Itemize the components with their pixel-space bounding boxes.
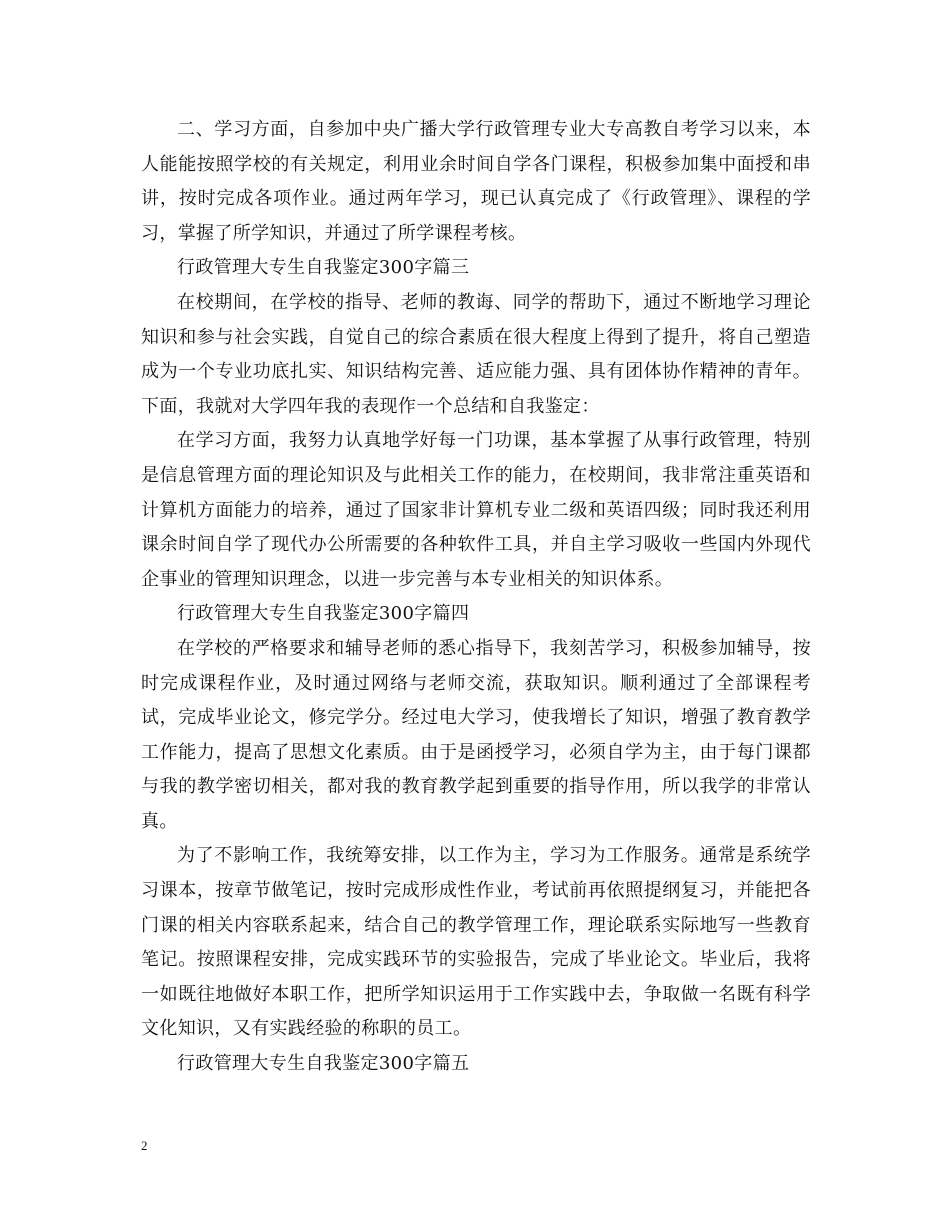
section-heading-part-four: 行政管理大专生自我鉴定300字篇四 (177, 603, 470, 625)
document-body (141, 113, 811, 1082)
section-heading-part-three: 行政管理大专生自我鉴定300字篇三 (177, 257, 470, 279)
paragraph-study-effort: 在学习方面，我努力认真地学好每一门功课，基本掌握了从事行政管理，特别是信息管理方面的理论知识及与此相关工作的能力，在校期间，我非常注重英语和计算机方面能力的培养，通过了国家非计算机专业二级和英语四级；同时我还利用课余时间自学了现代办公所需要的各种软件工具，并自主学习吸收一些国内外现代企事业的管理知识理念，以进一步完善与本专业相关的知识体系。 (141, 430, 811, 590)
paragraph-school-period: 在校期间，在学校的指导、老师的教诲、同学的帮助下，通过不断地学习理论知识和参与社会实践，自觉自己的综合素质在很大程度上得到了提升，将自己塑造成为一个专业功底扎实、知识结构完善、适应能力强、具有团体协作精神的青年。下面，我就对大学四年我的表现作一个总结和自我鉴定： (141, 291, 811, 417)
paragraph-study-aspect: 二、学习方面，自参加中央广播大学行政管理专业大专高教自考学习以来，本人能能按照学校的有关规定，利用业余时间自学各门课程，积极参加集中面授和串讲，按时完成各项作业。通过两年学习，现已认真完成了《行政管理》、课程的学习，掌握了所学知识，并通过了所学课程考核。 (141, 119, 811, 244)
paragraph-strict-guidance: 在学校的严格要求和辅导老师的悉心指导下，我刻苦学习，积极参加辅导，按时完成课程作业，及时通过网络与老师交流，获取知识。顺利通过了全部课程考试，完成毕业论文，修完学分。经过电大学习，使我增长了知识，增强了教育教学工作能力，提高了思想文化素质。由于是函授学习，必须自学为主，由于每门课都与我的教学密切相关，都对我的教育教学起到重要的指导作用，所以我学的非常认真。 (141, 637, 811, 832)
page-number: 2 (141, 1138, 148, 1153)
section-heading-part-five: 行政管理大专生自我鉴定300字篇五 (177, 1053, 470, 1075)
paragraph-work-balance: 为了不影响工作，我统筹安排，以工作为主，学习为工作服务。通常是系统学习课本，按章节做笔记，按时完成形成性作业，考试前再依照提纲复习，并能把各门课的相关内容联系起来，结合自己的教学管理工作，理论联系实际地写一些教育笔记。按照课程安排，完成实践环节的实验报告，完成了毕业论文。毕业后，我将一如既往地做好本职工作，把所学知识运用于工作实践中去，争取做一名既有科学文化知识，又有实践经验的称职的员工。 (141, 845, 811, 1040)
